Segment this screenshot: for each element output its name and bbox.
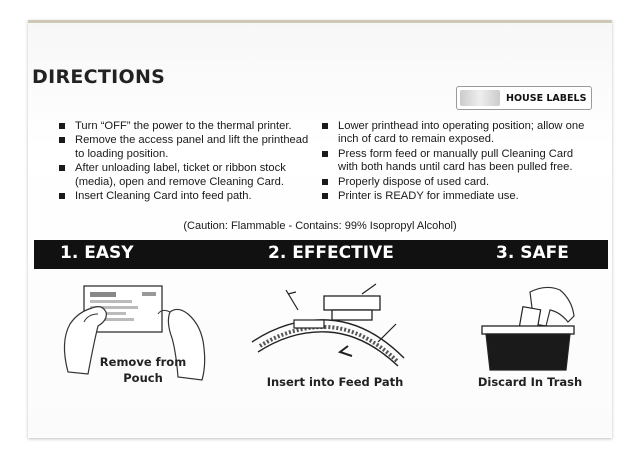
- direction-item: [322, 176, 592, 189]
- direction-item: [322, 148, 592, 175]
- directions-left-column: [59, 120, 309, 204]
- brand-logo: [456, 86, 592, 110]
- caution-note: (Caution: Flammable - Contains: 99% Isopropyl Alcohol): [183, 220, 457, 232]
- caption-insert-into-feed-path: Insert into Feed Path: [266, 375, 404, 389]
- direction-text: Properly dispose of used card.: [338, 175, 490, 188]
- directions-right-column: [322, 120, 592, 204]
- direction-item: [59, 190, 309, 203]
- square-bullet-icon: [59, 165, 65, 171]
- trash-bin-icon: [476, 282, 586, 374]
- direction-item: [322, 190, 592, 203]
- direction-item: [322, 120, 592, 147]
- brand-mark-icon: [460, 90, 500, 106]
- square-bullet-icon: [322, 123, 328, 129]
- step-safe: 3. SAFE: [496, 243, 569, 263]
- square-bullet-icon: [322, 151, 328, 157]
- square-bullet-icon: [322, 179, 328, 185]
- direction-text: Turn “OFF” the power to the thermal printer.: [75, 120, 292, 132]
- direction-item: [59, 120, 309, 133]
- caption-remove-from-pouch: [88, 354, 198, 386]
- square-bullet-icon: [322, 193, 328, 199]
- brand-name: HOUSE LABELS: [506, 92, 587, 104]
- square-bullet-icon: [59, 123, 65, 129]
- direction-text: Printer is READY for immediate use.: [338, 190, 519, 203]
- caption-line: Pouch: [123, 371, 163, 385]
- step-easy: 1. EASY: [60, 243, 134, 263]
- direction-text: Lower printhead into operating position; allow one inch of card to remain exposed.: [338, 120, 585, 146]
- direction-text: Remove the access panel and lift the printhead to loading position.: [75, 134, 309, 160]
- direction-text: Press form feed or manually pull Cleaning Card with both hands until card has been pulled free.: [338, 147, 574, 174]
- square-bullet-icon: [59, 137, 65, 143]
- caption-line: Remove from: [99, 355, 187, 369]
- feed-path-diagram-icon: [248, 280, 408, 370]
- step-effective: 2. EFFECTIVE: [268, 243, 394, 263]
- direction-item: [59, 162, 309, 189]
- direction-text: Insert Cleaning Card into feed path.: [75, 190, 252, 203]
- caption-discard-in-trash: Discard In Trash: [477, 375, 583, 389]
- direction-item: [59, 134, 309, 161]
- direction-text: After unloading label, ticket or ribbon stock (media), open and remove Cleaning Card.: [75, 162, 286, 188]
- square-bullet-icon: [59, 193, 65, 199]
- directions-title: DIRECTIONS: [32, 66, 166, 88]
